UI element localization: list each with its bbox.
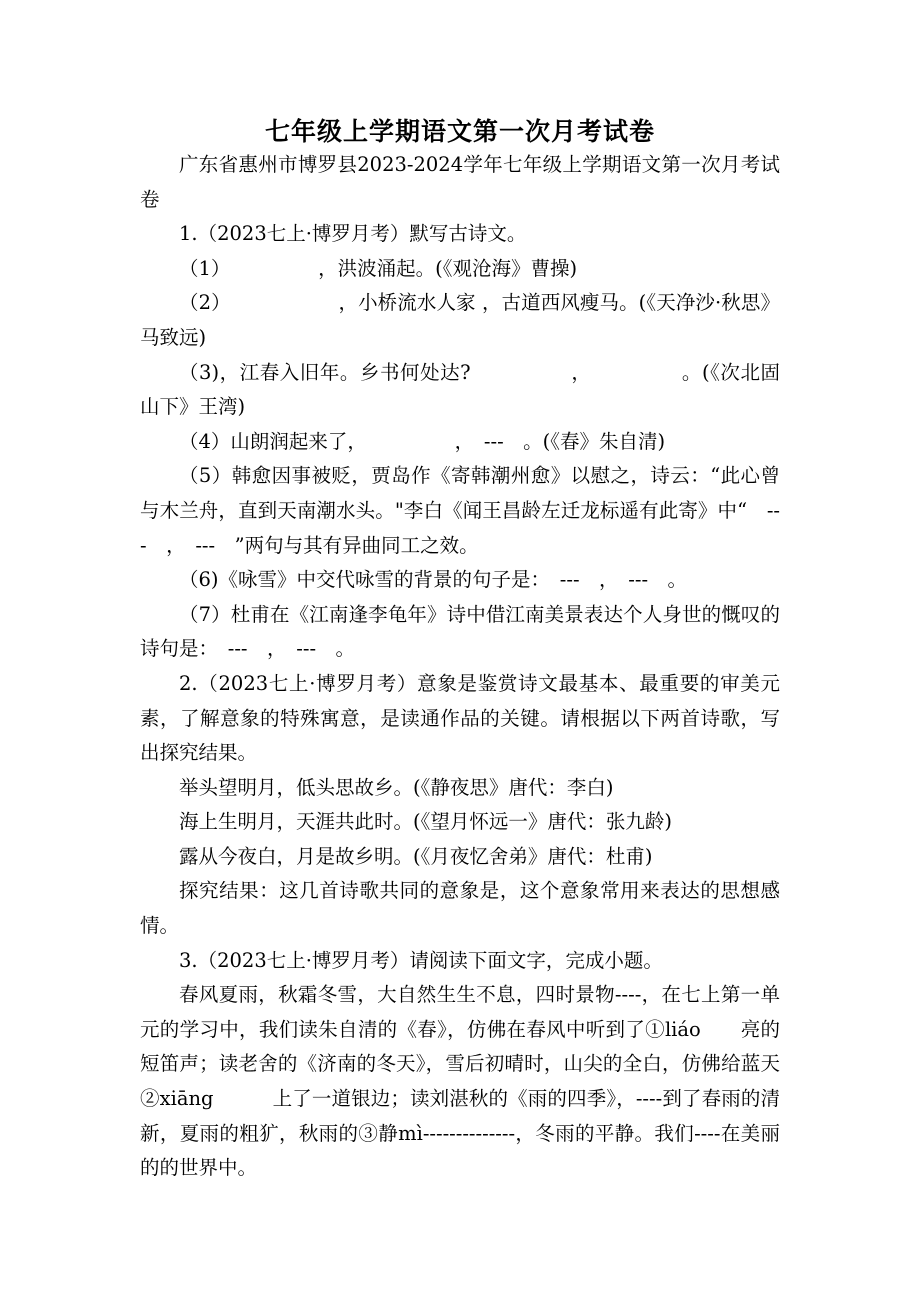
- question-1-item-4: （4）山朗润起来了， ， --- 。(《春》朱自清): [179, 429, 666, 453]
- question-1-item-7: （7）杜甫在《江南逢李龟年》诗中借江南美景表达个人身世的慨叹的诗句是： --- ， --- 。: [140, 602, 780, 661]
- question-1-item-3: （3)，江春入旧年。乡书何处达? ， 。(《次北固山下》王湾): [140, 360, 780, 419]
- question-3-heading: 3.（2023七上·博罗月考）请阅读下面文字，完成小题。: [179, 948, 663, 972]
- poem-line-2: 海上生明月，天涯共此时。(《望月怀远一》唐代：张九龄): [179, 810, 672, 834]
- exam-title: 七年级上学期语文第一次月考试卷: [264, 117, 655, 146]
- question-2-heading: 2.（2023七上·博罗月考）意象是鉴赏诗文最基本、最重要的审美元素，了解意象的特殊寓意，是读通作品的关键。请根据以下两首诗歌，写出探究结果。: [140, 671, 780, 765]
- question-2-result: 探究结果：这几首诗歌共同的意象是，这个意象常用来表达的思想感情。: [140, 879, 780, 938]
- question-3-passage: 春风夏雨，秋霜冬雪，大自然生生不息，四时景物----，在七上第一单元的学习中，我们读朱自清的《春》，仿佛在春风中听到了①liáo 亮的短笛声；读老舍的《济南的冬天》，雪后初晴时，山尖的全白，仿佛给蓝天②xiāng 上了一道银边；读刘湛秋的《雨的四季》，----到了春雨的清新，夏雨的粗犷，秋雨的③静mì--------------，冬雨的平静。我们----在美丽的的世界中。: [140, 983, 780, 1180]
- question-1-item-1: （1） ，洪波涌起。(《观沧海》曹操): [179, 256, 578, 280]
- question-1-item-2: （2） ，小桥流水人家 ，古道西风瘦马。(《天净沙·秋思》马致远): [140, 291, 780, 349]
- question-1-heading: 1.（2023七上·博罗月考）默写古诗文。: [179, 222, 527, 246]
- exam-body: [140, 148, 780, 1186]
- question-1-item-6: （6)《咏雪》中交代咏雪的背景的句子是： --- ， --- 。: [179, 568, 688, 592]
- poem-line-1: 举头望明月，低头思故乡。(《静夜思》唐代：李白): [179, 775, 614, 799]
- question-1-item-5: （5）韩愈因事被贬，贾岛作《寄韩潮州愈》以慰之，诗云：“此心曾与木兰舟，直到天南潮水头。"李白《闻王昌龄左迁龙标遥有此寄》中“ --- ， --- ”两句与其有异曲同工之效。: [140, 464, 780, 557]
- exam-subtitle: 广东省惠州市博罗县2023-2024学年七年级上学期语文第一次月考试卷: [140, 153, 780, 211]
- poem-line-3: 露从今夜白，月是故乡明。(《月夜忆舍弟》唐代：杜甫): [179, 844, 653, 868]
